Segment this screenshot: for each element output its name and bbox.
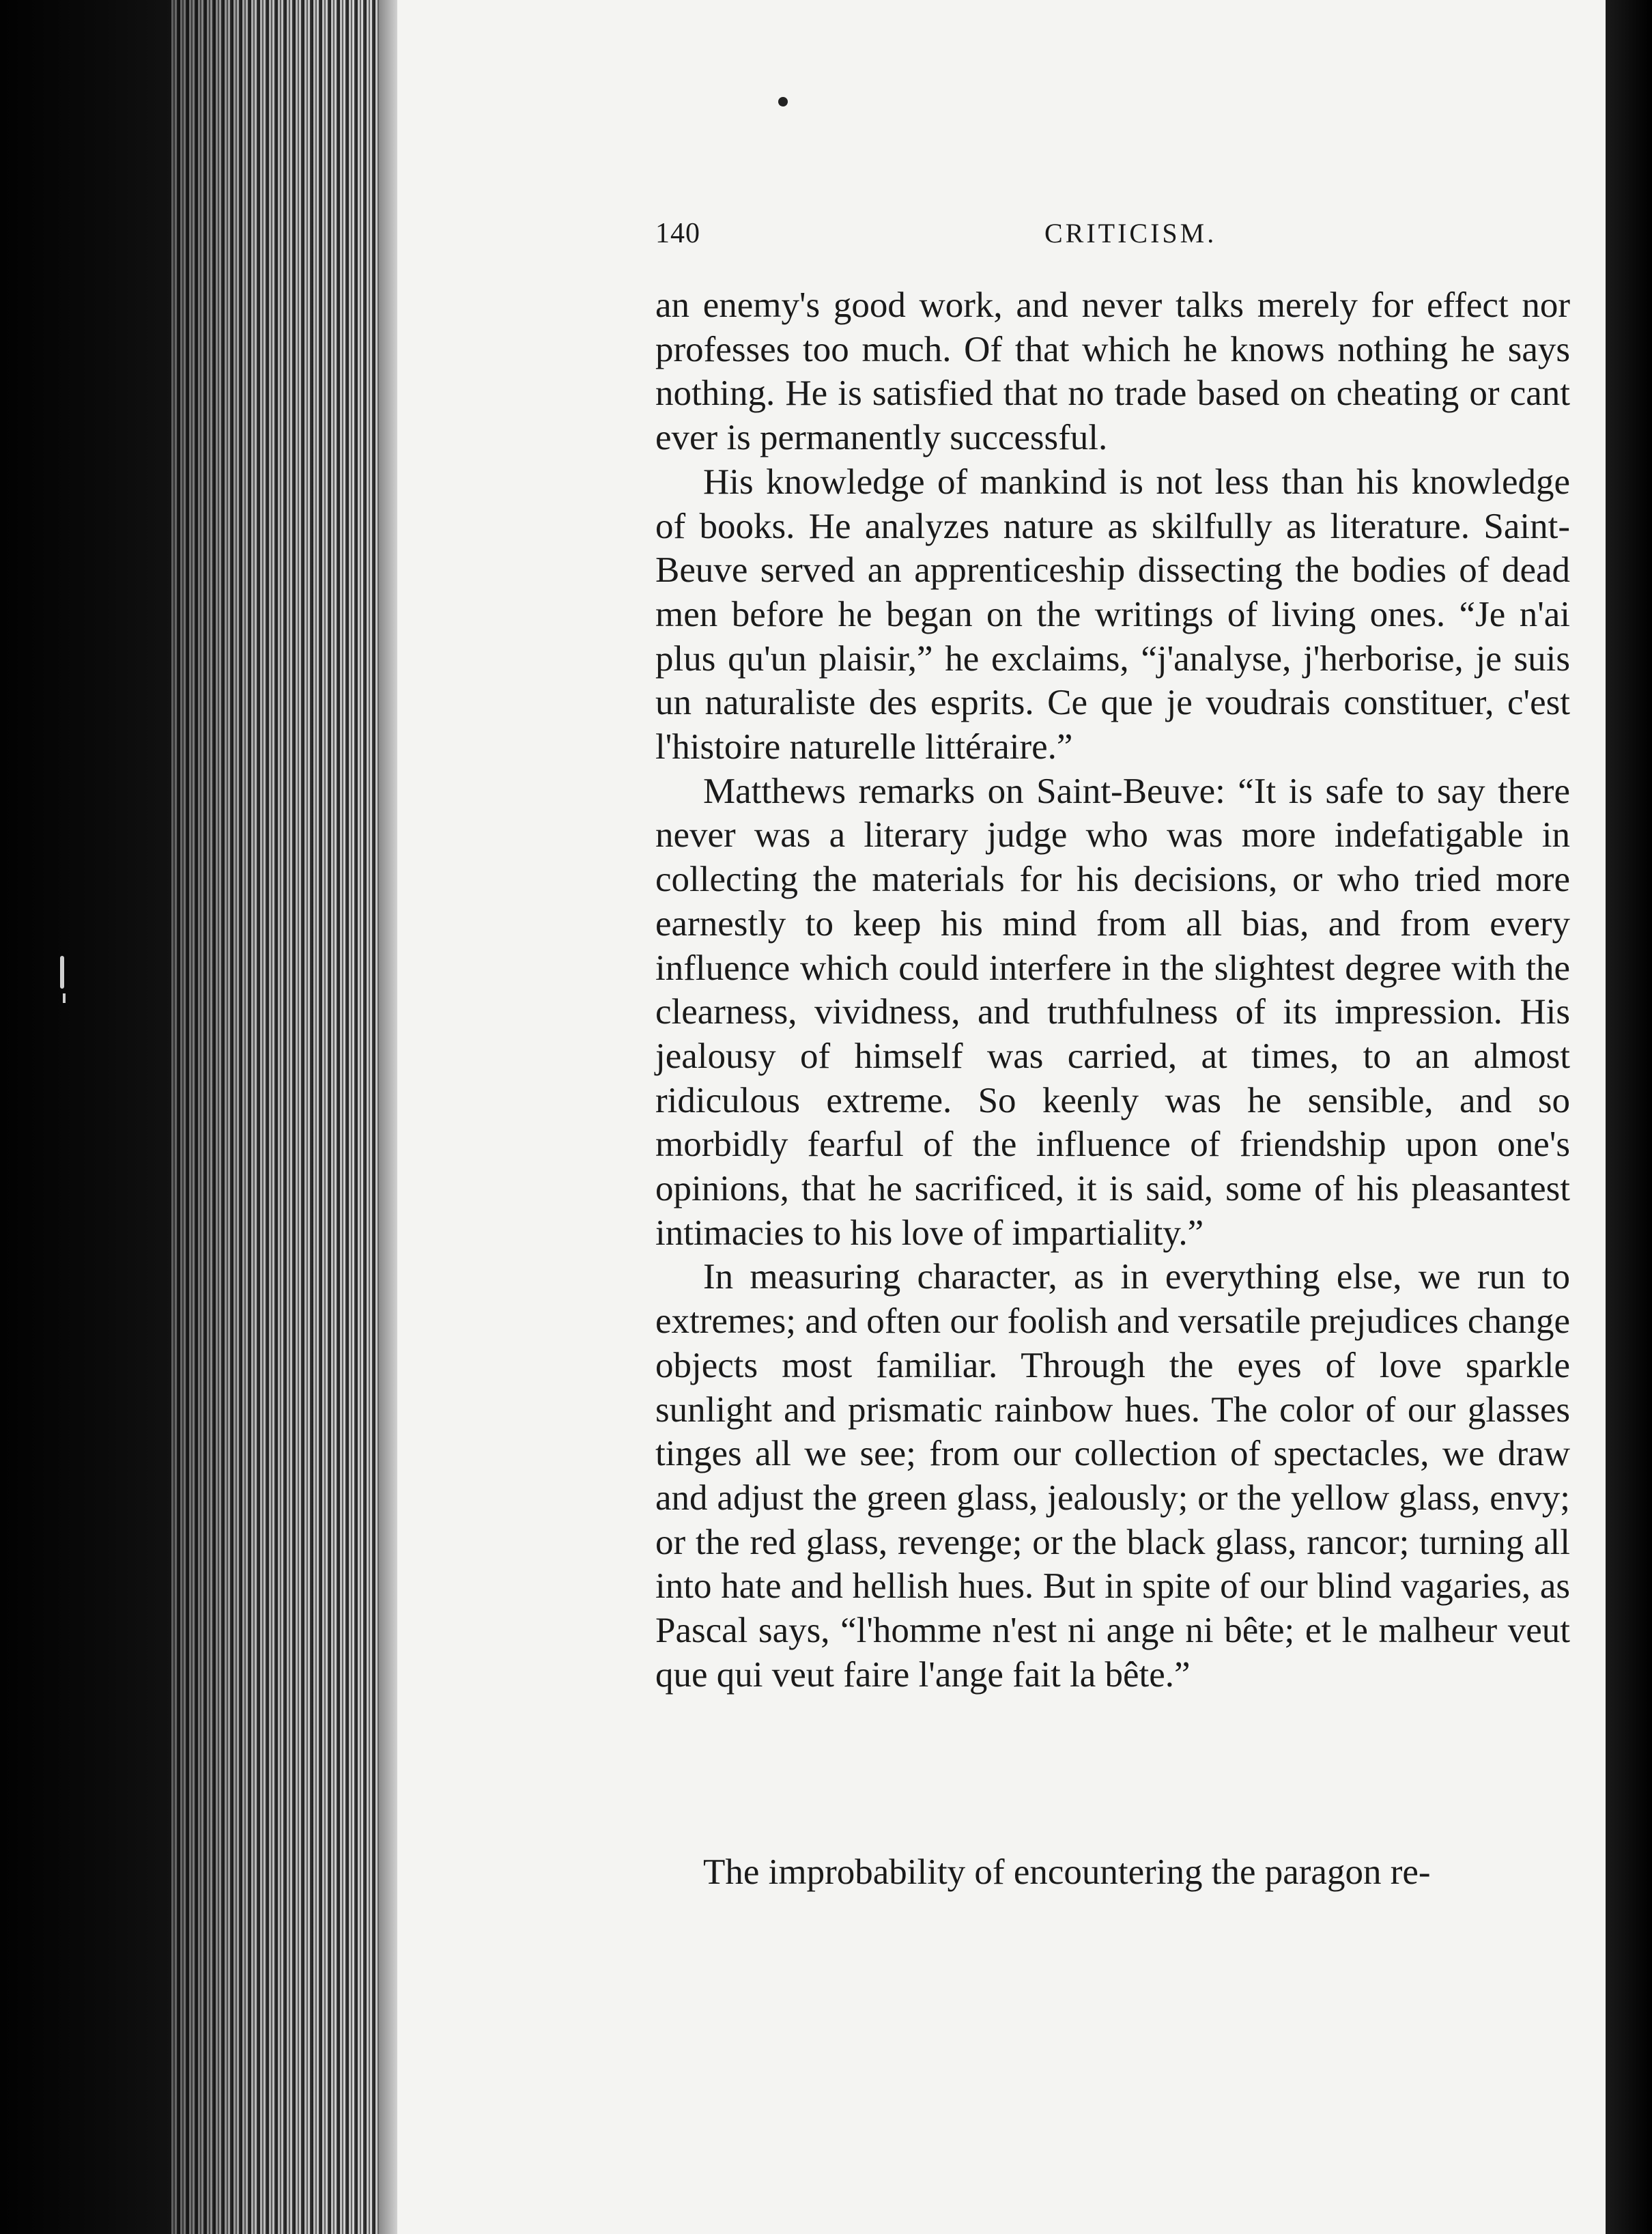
closing-line: The improbability of encountering the paragon re- (703, 1852, 1431, 1892)
margin-mark (63, 993, 66, 1003)
paragraph: In measuring character, as in everything else, we run to extremes; and often our foolish and versatile prejudices change objects most familiar. Through the eyes of love sparkle sunlight and prismatic rainbow hues. The color of our glasses tinges all we see; from our collection of spectacles, we draw and adjust the green glass, jealously; or the yellow glass, envy; or the red glass, revenge; or the black glass, rancor; turning all into hate and hellish hues. But in spite of our blind vagaries, as Pascal says, “l'homme n'est ni ange ni bête; et le malheur veut que qui veut faire l'ange fait la bête.” (655, 1257, 1570, 1695)
running-title: CRITICISM. (1044, 218, 1217, 249)
ink-dot (778, 97, 788, 107)
margin-mark (60, 956, 64, 989)
page-gutter-shadow (379, 0, 399, 2234)
running-head (655, 217, 1570, 258)
paragraph-continued: an enemy's good work, and never talks merely for effect nor professes too much. Of that which he knows nothing he says nothing. He is satisfied that no trade based on cheating or cant ever is permanently successful. (655, 285, 1570, 458)
dark-margin-left (0, 0, 171, 2234)
body-text (655, 283, 1570, 1697)
paragraph: Matthews remarks on Saint-Beuve: “It is safe to say there never was a literary judge who was more indefatigable in collecting the materials for his decisions, or who tried more earnestly to keep his mind from all bias, and from every influence which could interfere in the slightest degree with the clearness, vividness, and truthfulness of its impression. His jealousy of himself was carried, at times, to an almost ridiculous extreme. So keenly was he sensible, and so morbidly fearful of the influence of friendship upon one's opinions, that he sacrificed, it is said, some of his pleasantest intimacies to his love of impartiality.” (655, 771, 1570, 1253)
page-number: 140 (655, 218, 700, 249)
page-fore-edges (169, 0, 388, 2234)
paragraph: His knowledge of mankind is not less than his knowledge of books. He analyzes nature as skilfully as literature. Saint-Beuve served an apprenticeship dissecting the bodies of dead men before he began on the writings of living ones. “Je n'ai plus qu'un plaisir,” he exclaims, “j'analyse, j'herborise, je suis un naturaliste des esprits. Ce que je voudrais constituer, c'est l'histoire naturelle littéraire.” (655, 462, 1570, 767)
dark-margin-right (1606, 0, 1652, 2234)
